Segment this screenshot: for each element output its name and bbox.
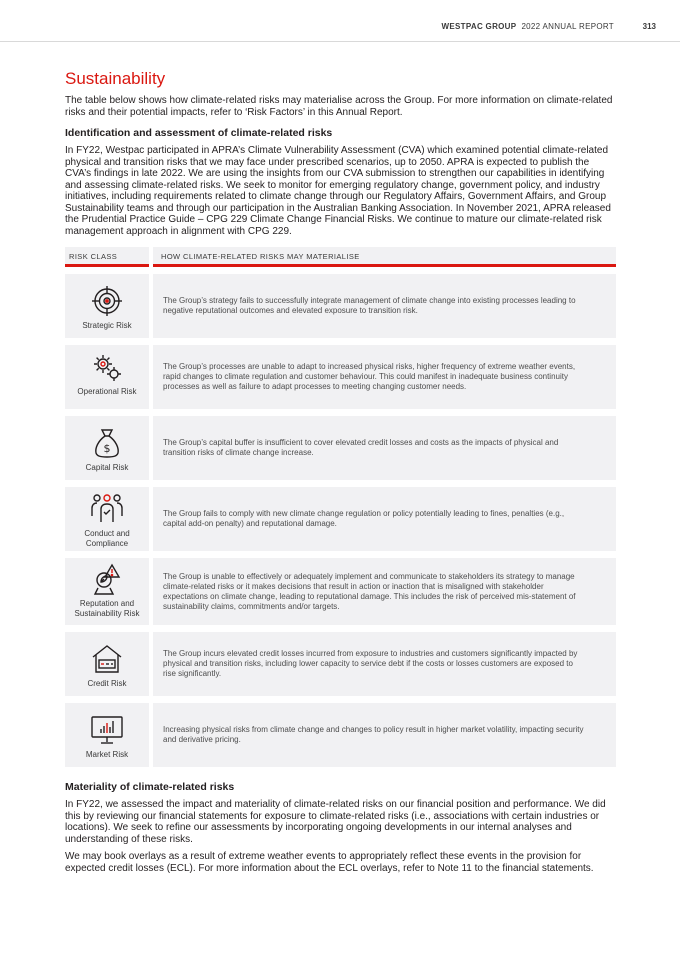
risk-description-cell (153, 487, 616, 551)
risk-table (65, 247, 616, 767)
intro-paragraph: The table below shows how climate-related risks may materialise across the Group. For more information on climate-related risks and their potential impacts, refer to ‘Risk Factors’ in this Annual Report. (65, 95, 613, 118)
table-row (65, 632, 616, 696)
risk-description-cell (153, 632, 616, 696)
section-title: Sustainability (65, 69, 166, 88)
risk-class-cell (65, 274, 149, 338)
table-row (65, 416, 616, 480)
risk-class-cell (65, 632, 149, 696)
svg-text:$: $ (103, 442, 111, 455)
risk-description-cell (153, 558, 616, 625)
materiality-paragraph-2: We may book overlays as a result of extreme weather events to appropriately reflect these events in the provision for expected credit losses (ECL). For more information about the ECL overlays, refer to Note 11 to the financial statements. (65, 851, 594, 874)
table-row (65, 703, 616, 767)
risk-label: Capital Risk (85, 463, 129, 472)
risk-description: Increasing physical risks from climate change and changes to policy result in higher market volatility, impacting security and derivative pricing. (163, 725, 584, 744)
materiality-heading: Materiality of climate-related risks (65, 781, 235, 793)
people-icon (90, 492, 124, 526)
identification-paragraph: In FY22, Westpac participated in APRA’s Climate Vulnerability Assessment (CVA) which examined potential climate-related physical and transition risks that we may face under prescribed scenarios, up to 2050. APRA is expected to publish the CVA’s findings in late 2022. We are using the insights from our CVA submission to strengthen our capabilities in identifying and assessing climate-related risks. We seek to monitor for emerging regulatory change, government policy, and industry initiatives, including requirements related to climate change through our Regulatory Affairs, Government Affairs, and Group Sustainability teams and through our participation in the Australian Banking Association. In November 2021, APRA released the Prudential Practice Guide – CPG 229 Climate Change Financial Risks. We continue to mature our climate-related risk management approach in alignment with CPG 229. (65, 145, 611, 237)
risk-label: Operational Risk (77, 387, 137, 396)
risk-description: The Group is unable to effectively or adequately implement and communicate to stakeholders its strategy to manage climate-related risks or it makes decisions that result in action or inaction that is misaligned with stakeholder expectations on climate change, leading to reputational damage. This includes the risk of perceived mis-statement of sustainability claims, commitments and/or targets. (163, 571, 576, 611)
risk-description-cell (153, 703, 616, 767)
materiality-paragraph-1: In FY22, we assessed the impact and materiality of climate-related risks on our financial position and performance. We did this by reviewing our financial statements for exposure to climate-related risks (i.e., associations with certain industries or locations). We seek to refine our assessments by incorporating ongoing developments in our internal analyses and understanding of these risks. (65, 799, 606, 845)
risk-class-cell (65, 416, 149, 480)
house-icon (90, 642, 124, 676)
table-row (65, 487, 616, 551)
page-number: 313 (642, 22, 656, 31)
risk-class-cell (65, 558, 149, 625)
table-row (65, 345, 616, 409)
main-content (65, 68, 616, 874)
header-report: 2022 ANNUAL REPORT (521, 22, 614, 31)
target-icon (90, 284, 124, 318)
table-row (65, 558, 616, 625)
risk-description: The Group incurs elevated credit losses incurred from exposure to industries and customers significantly impacted by physical and transition risks, including lower capacity to service debt if the costs or losses customers are exposed to rise significantly. (163, 649, 578, 678)
risk-label: Market Risk (85, 750, 129, 759)
monitor-chart-icon (90, 713, 124, 747)
money-bag-icon (90, 426, 124, 460)
risk-description: The Group’s capital buffer is insufficient to cover elevated credit losses and costs as the impacts of physical and transition risks of climate change increase. (163, 438, 559, 457)
risk-table-header (65, 247, 616, 267)
risk-description: The Group’s strategy fails to successfully integrate management of climate change into existing processes leading to negative reputational outcomes and elevated exposure to transition risk. (163, 296, 576, 315)
table-row (65, 274, 616, 338)
page-header (0, 0, 680, 42)
header-brand: WESTPAC GROUP (441, 22, 517, 31)
risk-class-cell (65, 345, 149, 409)
warning-leaf-icon (90, 562, 124, 596)
gears-icon (90, 350, 124, 384)
risk-label: Strategic Risk (82, 321, 132, 330)
header-title (442, 22, 614, 31)
risk-description: The Group fails to comply with new climate change regulation or policy potentially leading to fines, penalties (e.g., capital add-on penalty) and reputational damage. (163, 509, 565, 528)
risk-label: Reputation and Sustainability Risk (74, 599, 140, 618)
risk-description: The Group’s processes are unable to adapt to increased physical risks, higher frequency of extreme weather events, rapid changes to climate regulation and customer behaviour. This could manifest in inadequate business continuity processes as well as failure to adapt processes to meeting changing customer needs. (163, 362, 576, 391)
col-risk-class: RISK CLASS (65, 247, 149, 267)
identification-heading: Identification and assessment of climate-related risks (65, 127, 333, 139)
risk-description-cell (153, 274, 616, 338)
risk-description-cell (153, 345, 616, 409)
risk-class-cell (65, 703, 149, 767)
risk-label: Conduct and Compliance (84, 529, 130, 548)
risk-description-cell (153, 416, 616, 480)
col-materialise: HOW CLIMATE-RELATED RISKS MAY MATERIALISE (153, 247, 616, 267)
risk-label: Credit Risk (87, 679, 127, 688)
risk-class-cell (65, 487, 149, 551)
